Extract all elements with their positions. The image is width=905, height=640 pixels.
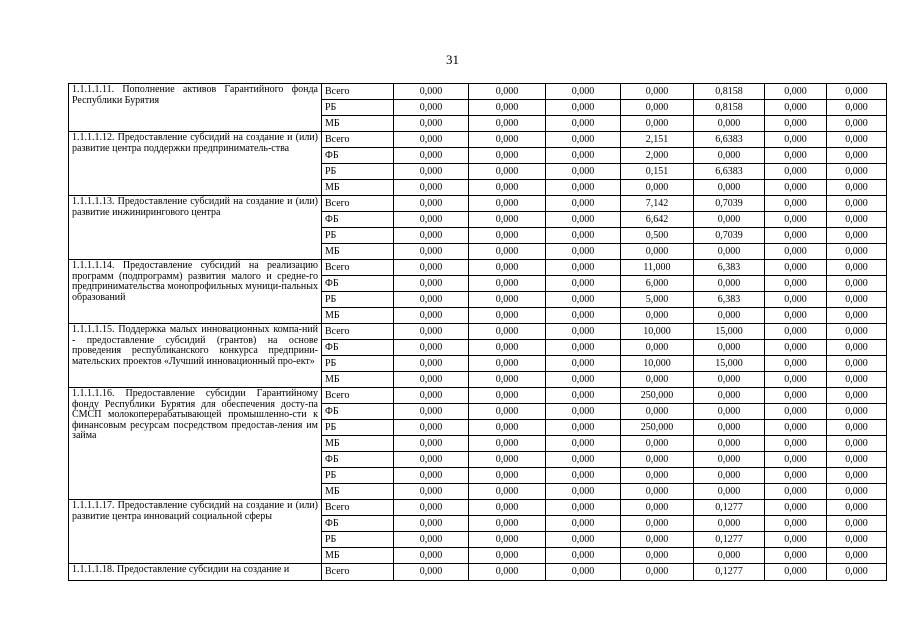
value-cell: 0,000 xyxy=(694,180,765,196)
value-cell: 0,000 xyxy=(546,404,621,420)
funding-source: РБ xyxy=(322,468,394,484)
value-cell: 0,000 xyxy=(621,372,694,388)
value-cell: 0,000 xyxy=(765,564,827,581)
value-cell: 0,000 xyxy=(765,148,827,164)
value-cell: 0,000 xyxy=(765,132,827,148)
value-cell: 0,000 xyxy=(394,468,469,484)
value-cell: 0,000 xyxy=(827,148,887,164)
funding-source: Всего xyxy=(322,500,394,516)
value-cell: 0,000 xyxy=(694,212,765,228)
value-cell: 0,000 xyxy=(621,180,694,196)
value-cell: 0,000 xyxy=(469,452,546,468)
value-cell: 0,000 xyxy=(765,180,827,196)
value-cell: 0,000 xyxy=(765,452,827,468)
value-cell: 0,000 xyxy=(765,484,827,500)
value-cell: 0,1277 xyxy=(694,532,765,548)
value-cell: 0,000 xyxy=(394,388,469,404)
funding-source: Всего xyxy=(322,388,394,404)
table-row xyxy=(69,324,887,340)
value-cell: 0,000 xyxy=(546,212,621,228)
value-cell: 0,000 xyxy=(394,244,469,260)
value-cell: 0,000 xyxy=(621,484,694,500)
value-cell: 0,000 xyxy=(546,84,621,100)
value-cell: 10,000 xyxy=(621,324,694,340)
value-cell: 0,000 xyxy=(694,244,765,260)
value-cell: 0,000 xyxy=(827,484,887,500)
value-cell: 0,000 xyxy=(546,244,621,260)
value-cell: 0,000 xyxy=(621,548,694,564)
value-cell: 0,000 xyxy=(827,260,887,276)
value-cell: 0,000 xyxy=(827,164,887,180)
value-cell: 0,000 xyxy=(827,292,887,308)
value-cell: 0,000 xyxy=(546,548,621,564)
value-cell: 0,000 xyxy=(621,564,694,581)
value-cell: 0,000 xyxy=(827,468,887,484)
value-cell: 0,000 xyxy=(765,420,827,436)
budget-table xyxy=(68,83,887,581)
value-cell: 0,000 xyxy=(827,516,887,532)
value-cell: 0,000 xyxy=(546,228,621,244)
value-cell: 0,000 xyxy=(694,468,765,484)
value-cell: 0,000 xyxy=(546,132,621,148)
value-cell: 0,500 xyxy=(621,228,694,244)
value-cell: 0,000 xyxy=(469,548,546,564)
funding-source: МБ xyxy=(322,436,394,452)
funding-source: ФБ xyxy=(322,452,394,468)
table-row xyxy=(69,84,887,100)
value-cell: 0,1277 xyxy=(694,500,765,516)
value-cell: 0,000 xyxy=(394,148,469,164)
value-cell: 0,000 xyxy=(394,180,469,196)
value-cell: 0,000 xyxy=(394,452,469,468)
value-cell: 0,000 xyxy=(827,180,887,196)
value-cell: 0,1277 xyxy=(694,564,765,581)
value-cell: 0,000 xyxy=(394,420,469,436)
value-cell: 0,000 xyxy=(469,292,546,308)
value-cell: 0,000 xyxy=(469,484,546,500)
value-cell: 0,000 xyxy=(765,356,827,372)
value-cell: 0,000 xyxy=(394,372,469,388)
value-cell: 0,000 xyxy=(694,308,765,324)
value-cell: 11,000 xyxy=(621,260,694,276)
value-cell: 0,000 xyxy=(394,516,469,532)
value-cell: 0,000 xyxy=(765,260,827,276)
value-cell: 0,000 xyxy=(546,260,621,276)
value-cell: 0,000 xyxy=(827,100,887,116)
value-cell: 0,000 xyxy=(621,468,694,484)
value-cell: 0,000 xyxy=(765,404,827,420)
value-cell: 0,000 xyxy=(546,196,621,212)
value-cell: 0,000 xyxy=(621,532,694,548)
value-cell: 0,000 xyxy=(765,500,827,516)
funding-source: РБ xyxy=(322,356,394,372)
value-cell: 0,000 xyxy=(394,404,469,420)
funding-source: РБ xyxy=(322,100,394,116)
table-row xyxy=(69,132,887,148)
value-cell: 0,000 xyxy=(546,500,621,516)
funding-source: РБ xyxy=(322,532,394,548)
value-cell: 0,000 xyxy=(546,164,621,180)
value-cell: 0,000 xyxy=(621,436,694,452)
value-cell: 0,000 xyxy=(546,420,621,436)
value-cell: 0,000 xyxy=(469,228,546,244)
value-cell: 250,000 xyxy=(621,388,694,404)
funding-source: ФБ xyxy=(322,516,394,532)
value-cell: 0,000 xyxy=(765,212,827,228)
funding-source: МБ xyxy=(322,308,394,324)
value-cell: 0,000 xyxy=(621,116,694,132)
value-cell: 0,000 xyxy=(546,388,621,404)
value-cell: 0,000 xyxy=(827,548,887,564)
value-cell: 0,000 xyxy=(694,516,765,532)
value-cell: 0,000 xyxy=(765,532,827,548)
value-cell: 0,000 xyxy=(546,324,621,340)
value-cell: 0,000 xyxy=(694,116,765,132)
value-cell: 0,000 xyxy=(469,388,546,404)
value-cell: 0,000 xyxy=(546,516,621,532)
value-cell: 6,642 xyxy=(621,212,694,228)
value-cell: 0,000 xyxy=(827,388,887,404)
value-cell: 0,000 xyxy=(765,244,827,260)
funding-source: РБ xyxy=(322,292,394,308)
value-cell: 0,000 xyxy=(469,404,546,420)
value-cell: 0,000 xyxy=(827,324,887,340)
value-cell: 0,000 xyxy=(469,516,546,532)
value-cell: 0,000 xyxy=(827,420,887,436)
funding-source: Всего xyxy=(322,324,394,340)
value-cell: 0,000 xyxy=(765,436,827,452)
value-cell: 0,000 xyxy=(621,100,694,116)
value-cell: 0,000 xyxy=(469,180,546,196)
value-cell: 0,000 xyxy=(546,148,621,164)
value-cell: 0,000 xyxy=(765,196,827,212)
row-description: 1.1.1.1.13. Предоставление субсидий на создание и (или) развитие инжинирингового центра xyxy=(69,196,322,260)
value-cell: 0,000 xyxy=(394,276,469,292)
page-number: 31 xyxy=(446,52,459,67)
table-row xyxy=(69,196,887,212)
value-cell: 6,383 xyxy=(694,260,765,276)
value-cell: 0,000 xyxy=(827,372,887,388)
funding-source: ФБ xyxy=(322,404,394,420)
value-cell: 0,000 xyxy=(469,340,546,356)
value-cell: 0,000 xyxy=(621,500,694,516)
value-cell: 0,000 xyxy=(694,548,765,564)
value-cell: 0,000 xyxy=(469,468,546,484)
value-cell: 0,000 xyxy=(546,308,621,324)
value-cell: 0,000 xyxy=(827,308,887,324)
value-cell: 0,000 xyxy=(765,388,827,404)
value-cell: 0,000 xyxy=(546,532,621,548)
row-description: 1.1.1.1.14. Предоставление субсидий на реализацию программ (подпрограмм) развития малого и средне-го предпринимательства монопрофильных муници-пальных образований xyxy=(69,260,322,324)
value-cell: 0,000 xyxy=(694,372,765,388)
value-cell: 250,000 xyxy=(621,420,694,436)
value-cell: 0,000 xyxy=(694,340,765,356)
value-cell: 0,000 xyxy=(621,516,694,532)
value-cell: 0,000 xyxy=(394,484,469,500)
value-cell: 0,000 xyxy=(621,308,694,324)
value-cell: 0,000 xyxy=(469,116,546,132)
value-cell: 0,000 xyxy=(827,116,887,132)
funding-source: Всего xyxy=(322,132,394,148)
value-cell: 0,000 xyxy=(827,404,887,420)
funding-source: Всего xyxy=(322,564,394,581)
value-cell: 0,000 xyxy=(827,84,887,100)
table-body xyxy=(69,84,887,581)
value-cell: 0,000 xyxy=(546,340,621,356)
table-row xyxy=(69,388,887,404)
value-cell: 0,000 xyxy=(827,564,887,581)
row-description: 1.1.1.1.16. Предоставление субсидии Гарантийному фонду Республики Бурятия для обеспечения досту-па СМСП молокоперерабатывающей промышленно-сти к финансовым ресурсам посредством предостав-ления им займа xyxy=(69,388,322,500)
value-cell: 0,7039 xyxy=(694,196,765,212)
value-cell: 0,000 xyxy=(765,164,827,180)
value-cell: 0,000 xyxy=(546,276,621,292)
value-cell: 0,000 xyxy=(394,324,469,340)
value-cell: 0,000 xyxy=(469,372,546,388)
row-description: 1.1.1.1.17. Предоставление субсидий на создание и (или) развитие центра инноваций социальной сферы xyxy=(69,500,322,564)
row-description: 1.1.1.1.11. Пополнение активов Гарантийного фонда Республики Бурятия xyxy=(69,84,322,132)
value-cell: 0,000 xyxy=(765,116,827,132)
value-cell: 0,000 xyxy=(546,116,621,132)
value-cell: 0,000 xyxy=(546,100,621,116)
value-cell: 0,000 xyxy=(469,244,546,260)
value-cell: 0,000 xyxy=(765,324,827,340)
value-cell: 0,000 xyxy=(469,212,546,228)
funding-source: МБ xyxy=(322,116,394,132)
value-cell: 0,000 xyxy=(694,404,765,420)
funding-source: РБ xyxy=(322,228,394,244)
value-cell: 0,000 xyxy=(469,324,546,340)
value-cell: 0,000 xyxy=(827,532,887,548)
funding-source: РБ xyxy=(322,420,394,436)
value-cell: 0,000 xyxy=(469,196,546,212)
value-cell: 0,000 xyxy=(765,276,827,292)
value-cell: 0,000 xyxy=(827,196,887,212)
value-cell: 0,000 xyxy=(827,340,887,356)
funding-source: Всего xyxy=(322,260,394,276)
value-cell: 0,000 xyxy=(394,164,469,180)
funding-source: ФБ xyxy=(322,212,394,228)
value-cell: 0,000 xyxy=(546,436,621,452)
row-description: 1.1.1.1.12. Предоставление субсидий на создание и (или) развитие центра поддержки предприниматель-ства xyxy=(69,132,322,196)
funding-source: МБ xyxy=(322,372,394,388)
value-cell: 0,000 xyxy=(827,276,887,292)
value-cell: 0,000 xyxy=(827,228,887,244)
funding-source: Всего xyxy=(322,196,394,212)
value-cell: 0,000 xyxy=(546,468,621,484)
value-cell: 0,000 xyxy=(546,180,621,196)
value-cell: 0,000 xyxy=(469,260,546,276)
funding-source: МБ xyxy=(322,548,394,564)
value-cell: 0,000 xyxy=(394,100,469,116)
value-cell: 0,000 xyxy=(827,212,887,228)
value-cell: 0,000 xyxy=(827,356,887,372)
value-cell: 0,000 xyxy=(469,308,546,324)
value-cell: 0,000 xyxy=(765,340,827,356)
funding-source: МБ xyxy=(322,484,394,500)
value-cell: 0,000 xyxy=(621,404,694,420)
value-cell: 0,000 xyxy=(469,84,546,100)
value-cell: 0,000 xyxy=(546,356,621,372)
value-cell: 0,000 xyxy=(694,388,765,404)
value-cell: 0,000 xyxy=(394,228,469,244)
value-cell: 0,000 xyxy=(621,452,694,468)
value-cell: 0,000 xyxy=(394,132,469,148)
value-cell: 0,000 xyxy=(394,500,469,516)
value-cell: 0,000 xyxy=(394,356,469,372)
funding-source: ФБ xyxy=(322,276,394,292)
value-cell: 0,000 xyxy=(546,452,621,468)
value-cell: 0,000 xyxy=(394,84,469,100)
value-cell: 0,000 xyxy=(827,500,887,516)
value-cell: 0,000 xyxy=(469,420,546,436)
value-cell: 15,000 xyxy=(694,356,765,372)
value-cell: 0,000 xyxy=(469,132,546,148)
value-cell: 0,000 xyxy=(694,484,765,500)
value-cell: 0,000 xyxy=(621,340,694,356)
value-cell: 7,142 xyxy=(621,196,694,212)
value-cell: 0,8158 xyxy=(694,84,765,100)
row-description: 1.1.1.1.15. Поддержка малых инновационных компа-ний - предоставление субсидий (грантов) на основе проведения республиканского конкурса предприни-мательских проектов «Лучший инновационный про-ект» xyxy=(69,324,322,388)
value-cell: 0,000 xyxy=(621,84,694,100)
value-cell: 0,000 xyxy=(394,212,469,228)
value-cell: 0,000 xyxy=(394,196,469,212)
value-cell: 0,000 xyxy=(469,532,546,548)
value-cell: 0,000 xyxy=(469,564,546,581)
value-cell: 6,6383 xyxy=(694,132,765,148)
table-row xyxy=(69,260,887,276)
value-cell: 0,000 xyxy=(469,276,546,292)
funding-source: ФБ xyxy=(322,148,394,164)
value-cell: 0,000 xyxy=(827,452,887,468)
value-cell: 0,000 xyxy=(827,244,887,260)
value-cell: 5,000 xyxy=(621,292,694,308)
funding-source: МБ xyxy=(322,180,394,196)
value-cell: 0,000 xyxy=(827,436,887,452)
value-cell: 0,000 xyxy=(546,484,621,500)
funding-source: МБ xyxy=(322,244,394,260)
value-cell: 0,000 xyxy=(469,500,546,516)
value-cell: 0,000 xyxy=(546,564,621,581)
value-cell: 0,7039 xyxy=(694,228,765,244)
value-cell: 0,000 xyxy=(765,468,827,484)
value-cell: 0,151 xyxy=(621,164,694,180)
funding-source: Всего xyxy=(322,84,394,100)
value-cell: 0,000 xyxy=(765,308,827,324)
value-cell: 15,000 xyxy=(694,324,765,340)
value-cell: 0,000 xyxy=(694,436,765,452)
value-cell: 0,000 xyxy=(394,564,469,581)
value-cell: 0,000 xyxy=(765,292,827,308)
funding-source: РБ xyxy=(322,164,394,180)
value-cell: 0,000 xyxy=(765,372,827,388)
value-cell: 0,000 xyxy=(469,148,546,164)
value-cell: 0,000 xyxy=(765,548,827,564)
table-row xyxy=(69,500,887,516)
value-cell: 0,000 xyxy=(694,148,765,164)
value-cell: 0,000 xyxy=(469,164,546,180)
value-cell: 0,000 xyxy=(394,436,469,452)
value-cell: 0,000 xyxy=(394,116,469,132)
value-cell: 0,000 xyxy=(694,420,765,436)
value-cell: 0,000 xyxy=(394,532,469,548)
value-cell: 10,000 xyxy=(621,356,694,372)
value-cell: 6,383 xyxy=(694,292,765,308)
value-cell: 0,000 xyxy=(394,340,469,356)
value-cell: 0,8158 xyxy=(694,100,765,116)
value-cell: 2,000 xyxy=(621,148,694,164)
value-cell: 6,6383 xyxy=(694,164,765,180)
value-cell: 0,000 xyxy=(765,228,827,244)
value-cell: 0,000 xyxy=(546,372,621,388)
value-cell: 0,000 xyxy=(469,356,546,372)
value-cell: 0,000 xyxy=(827,132,887,148)
value-cell: 0,000 xyxy=(394,260,469,276)
value-cell: 0,000 xyxy=(394,308,469,324)
table-row xyxy=(69,564,887,581)
value-cell: 0,000 xyxy=(394,548,469,564)
value-cell: 0,000 xyxy=(621,244,694,260)
value-cell: 0,000 xyxy=(765,516,827,532)
value-cell: 0,000 xyxy=(694,452,765,468)
value-cell: 2,151 xyxy=(621,132,694,148)
value-cell: 0,000 xyxy=(765,84,827,100)
value-cell: 0,000 xyxy=(394,292,469,308)
value-cell: 6,000 xyxy=(621,276,694,292)
funding-source: ФБ xyxy=(322,340,394,356)
value-cell: 0,000 xyxy=(469,100,546,116)
value-cell: 0,000 xyxy=(694,276,765,292)
row-description: 1.1.1.1.18. Предоставление субсидии на создание и xyxy=(69,564,322,581)
value-cell: 0,000 xyxy=(469,436,546,452)
value-cell: 0,000 xyxy=(765,100,827,116)
value-cell: 0,000 xyxy=(546,292,621,308)
